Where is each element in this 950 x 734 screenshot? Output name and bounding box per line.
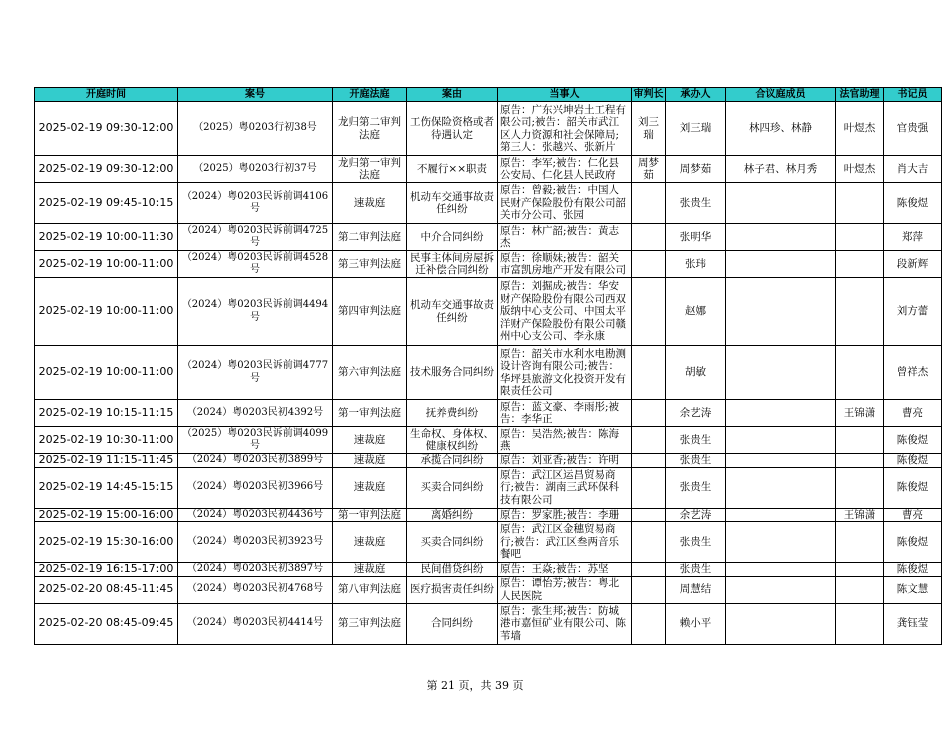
cell-handler: 张贵生 [666,427,726,454]
cell-presiding [632,278,666,346]
cell-assistant [836,224,884,251]
table-row [35,278,942,346]
cell-panel [726,278,836,346]
cell-panel [726,224,836,251]
cell-assistant [836,454,884,468]
cell-clerk: 段新辉 [884,251,942,278]
cell-time: 2025-02-19 10:00-11:00 [35,278,178,346]
cell-presiding [632,251,666,278]
cell-case: （2025）粤0203民诉前调4099号 [178,427,333,454]
cell-parties: 原告：刘亚香;被告：许明 [498,454,632,468]
cell-assistant [836,522,884,563]
cell-clerk: 曾祥杰 [884,346,942,400]
cell-assistant: 叶煜杰 [836,102,884,156]
cell-parties: 原告：谭怡芳;被告：粤北人民医院 [498,576,632,603]
cell-parties: 原告：张生邦;被告：防城港市嘉恒矿业有限公司、陈苇墙 [498,603,632,644]
col-header-case: 案号 [178,88,333,102]
cell-parties: 原告：武江区金穗贸易商行;被告：武江区叁两音乐餐吧 [498,522,632,563]
cell-panel [726,183,836,224]
cell-panel [726,576,836,603]
cell-assistant: 叶煜杰 [836,156,884,183]
cell-time: 2025-02-19 10:00-11:30 [35,224,178,251]
cell-parties: 原告：蓝文豪、李雨彤;被告：李华正 [498,400,632,427]
cell-presiding [632,346,666,400]
cell-court: 第六审判法庭 [333,346,407,400]
table-row [35,183,942,224]
cell-presiding: 周梦茹 [632,156,666,183]
cell-presiding [632,522,666,563]
cell-cause: 机动车交通事故责任纠纷 [407,183,498,224]
cell-cause: 机动车交通事故责任纠纷 [407,278,498,346]
cell-cause: 中介合同纠纷 [407,224,498,251]
cell-case: （2024）粤0203民初4392号 [178,400,333,427]
cell-presiding: 刘三瑞 [632,102,666,156]
cell-assistant [836,467,884,508]
cell-handler: 张玮 [666,251,726,278]
table-row [35,251,942,278]
cell-clerk: 官贵强 [884,102,942,156]
cell-court: 第三审判法庭 [333,603,407,644]
cell-presiding [632,454,666,468]
cell-time: 2025-02-19 15:00-16:00 [35,508,178,522]
cell-handler: 周慧结 [666,576,726,603]
cell-presiding [632,467,666,508]
cell-court: 第二审判法庭 [333,224,407,251]
cell-handler: 胡敏 [666,346,726,400]
table-row [35,467,942,508]
cell-cause: 买卖合同纠纷 [407,467,498,508]
cell-parties: 原告：王焱;被告：苏坚 [498,563,632,577]
table-row [35,603,942,644]
cell-handler: 张贵生 [666,522,726,563]
cell-case: （2024）粤0203民初4414号 [178,603,333,644]
table-row [35,576,942,603]
cell-panel [726,400,836,427]
cell-court: 速裁庭 [333,183,407,224]
cell-court: 龙归第一审判法庭 [333,156,407,183]
cell-case: （2024）粤0203民诉前调4528号 [178,251,333,278]
cell-cause: 离婚纠纷 [407,508,498,522]
cell-clerk: 陈俊煜 [884,563,942,577]
cell-parties: 原告：曾毅;被告：中国人民财产保险股份有限公司韶关市分公司、张园 [498,183,632,224]
col-header-time: 开庭时间 [35,88,178,102]
cell-clerk: 陈俊煜 [884,183,942,224]
cell-presiding [632,563,666,577]
cell-case: （2024）粤0203民诉前调4725号 [178,224,333,251]
cell-presiding [632,224,666,251]
cell-clerk: 陈俊煜 [884,454,942,468]
cell-panel [726,454,836,468]
cell-handler: 张贵生 [666,454,726,468]
cell-assistant [836,251,884,278]
cell-court: 龙归第二审判法庭 [333,102,407,156]
cell-presiding [632,508,666,522]
table-row [35,454,942,468]
col-header-panel: 合议庭成员 [726,88,836,102]
table-row [35,156,942,183]
cell-assistant: 王锦潇 [836,508,884,522]
cell-cause: 民事主体间房屋拆迁补偿合同纠纷 [407,251,498,278]
cell-handler: 赵娜 [666,278,726,346]
table-row [35,400,942,427]
cell-parties: 原告：林广韶;被告：黄志杰 [498,224,632,251]
cell-handler: 张贵生 [666,563,726,577]
cell-handler: 张明华 [666,224,726,251]
cell-court: 第四审判法庭 [333,278,407,346]
cell-time: 2025-02-19 10:30-11:00 [35,427,178,454]
cell-parties: 原告：刘掘成;被告：华安财产保险股份有限公司西双版纳中心支公司、中国太平洋财产保险股份有限公司赣州中心支公司、李永康 [498,278,632,346]
cell-cause: 医疗损害责任纠纷 [407,576,498,603]
table-row [35,522,942,563]
cell-assistant [836,346,884,400]
cell-handler: 张贵生 [666,467,726,508]
col-header-court: 开庭法庭 [333,88,407,102]
cell-assistant [836,603,884,644]
cell-time: 2025-02-19 09:30-12:00 [35,102,178,156]
cell-time: 2025-02-19 09:30-12:00 [35,156,178,183]
table-row [35,427,942,454]
cell-court: 速裁庭 [333,427,407,454]
col-header-clerk: 书记员 [884,88,942,102]
table-row [35,102,942,156]
cell-parties: 原告：韶关市水利水电勘测设计咨询有限公司;被告：华坪县旅游文化投资开发有限责任公司 [498,346,632,400]
cell-clerk: 龚钰莹 [884,603,942,644]
cell-handler: 余艺涛 [666,508,726,522]
cell-handler: 刘三瑞 [666,102,726,156]
cell-clerk: 陈俊煜 [884,522,942,563]
cell-panel: 林子君、林月秀 [726,156,836,183]
cell-court: 速裁庭 [333,522,407,563]
cell-case: （2024）粤0203民初3897号 [178,563,333,577]
page-footer: 第 21 页，共 39 页 [426,679,524,692]
cell-case: （2024）粤0203民初3899号 [178,454,333,468]
cell-case: （2024）粤0203民初3966号 [178,467,333,508]
table-header-row [35,88,942,102]
cell-case: （2025）粤0203行初37号 [178,156,333,183]
cell-clerk: 曹亮 [884,400,942,427]
table-row [35,346,942,400]
cell-cause: 不履行××职责 [407,156,498,183]
cell-panel: 林四珍、林静 [726,102,836,156]
cell-clerk: 刘方蕾 [884,278,942,346]
cell-clerk: 陈俊煜 [884,427,942,454]
cell-time: 2025-02-19 11:15-11:45 [35,454,178,468]
cell-presiding [632,183,666,224]
col-header-assistant: 法官助理 [836,88,884,102]
cell-panel [726,563,836,577]
cell-cause: 工伤保险资格或者待遇认定 [407,102,498,156]
cell-panel [726,427,836,454]
cell-cause: 技术服务合同纠纷 [407,346,498,400]
cell-assistant [836,427,884,454]
cell-assistant [836,183,884,224]
cell-assistant [836,563,884,577]
cell-case: （2024）粤0203民诉前调4777号 [178,346,333,400]
cell-handler: 周梦茹 [666,156,726,183]
cell-presiding [632,427,666,454]
cell-parties: 原告：徐顺妹;被告：韶关市富凯房地产开发有限公司 [498,251,632,278]
cell-cause: 买卖合同纠纷 [407,522,498,563]
cell-case: （2024）粤0203民诉前调4106号 [178,183,333,224]
cell-time: 2025-02-19 10:00-11:00 [35,346,178,400]
cell-time: 2025-02-19 15:30-16:00 [35,522,178,563]
table-row [35,508,942,522]
cell-panel [726,603,836,644]
cell-time: 2025-02-19 16:15-17:00 [35,563,178,577]
cell-presiding [632,400,666,427]
cell-case: （2024）粤0203民诉前调4494号 [178,278,333,346]
cell-handler: 余艺涛 [666,400,726,427]
cell-panel [726,251,836,278]
cell-cause: 承揽合同纠纷 [407,454,498,468]
cell-parties: 原告：吴浩然;被告：陈海燕 [498,427,632,454]
cell-assistant [836,576,884,603]
cell-clerk: 陈俊煜 [884,467,942,508]
cell-panel [726,508,836,522]
cell-time: 2025-02-19 09:45-10:15 [35,183,178,224]
col-header-handler: 承办人 [666,88,726,102]
col-header-cause: 案由 [407,88,498,102]
cell-parties: 原告：罗家胜;被告：李珊 [498,508,632,522]
cell-panel [726,346,836,400]
cell-case: （2024）粤0203民初4768号 [178,576,333,603]
cell-court: 第一审判法庭 [333,400,407,427]
cell-cause: 抚养费纠纷 [407,400,498,427]
cell-parties: 原告：武江区运昌贸易商行;被告：湖南三武环保科技有限公司 [498,467,632,508]
cell-presiding [632,603,666,644]
cell-time: 2025-02-20 08:45-09:45 [35,603,178,644]
cell-panel [726,467,836,508]
cell-assistant: 王锦潇 [836,400,884,427]
col-header-presiding: 审判长 [633,88,664,100]
cell-handler: 赖小平 [666,603,726,644]
cell-cause: 生命权、身体权、健康权纠纷 [407,427,498,454]
cell-assistant [836,278,884,346]
col-header-parties: 当事人 [498,88,632,102]
cell-court: 速裁庭 [333,563,407,577]
table-row [35,563,942,577]
cell-court: 第三审判法庭 [333,251,407,278]
cell-parties: 原告：李军;被告：仁化县公安局、仁化县人民政府 [498,156,632,183]
hearing-schedule-table [34,87,942,645]
cell-court: 第八审判法庭 [333,576,407,603]
cell-parties: 原告：广东兴坤岩土工程有限公司;被告：韶关市武江区人力资源和社会保障局;第三人：张越兴、张新片 [498,102,632,156]
cell-handler: 张贵生 [666,183,726,224]
cell-time: 2025-02-20 08:45-11:45 [35,576,178,603]
cell-case: （2024）粤0203民初3923号 [178,522,333,563]
cell-presiding [632,576,666,603]
cell-time: 2025-02-19 10:00-11:00 [35,251,178,278]
cell-court: 第一审判法庭 [333,508,407,522]
cell-clerk: 陈文慧 [884,576,942,603]
cell-case: （2024）粤0203民初4436号 [178,508,333,522]
cell-cause: 民间借贷纠纷 [407,563,498,577]
cell-case: （2025）粤0203行初38号 [178,102,333,156]
cell-clerk: 曹亮 [884,508,942,522]
table-row [35,224,942,251]
cell-court: 速裁庭 [333,454,407,468]
cell-court: 速裁庭 [333,467,407,508]
cell-time: 2025-02-19 10:15-11:15 [35,400,178,427]
cell-time: 2025-02-19 14:45-15:15 [35,467,178,508]
cell-clerk: 郑萍 [884,224,942,251]
cell-cause: 合同纠纷 [407,603,498,644]
cell-clerk: 肖大吉 [884,156,942,183]
cell-panel [726,522,836,563]
